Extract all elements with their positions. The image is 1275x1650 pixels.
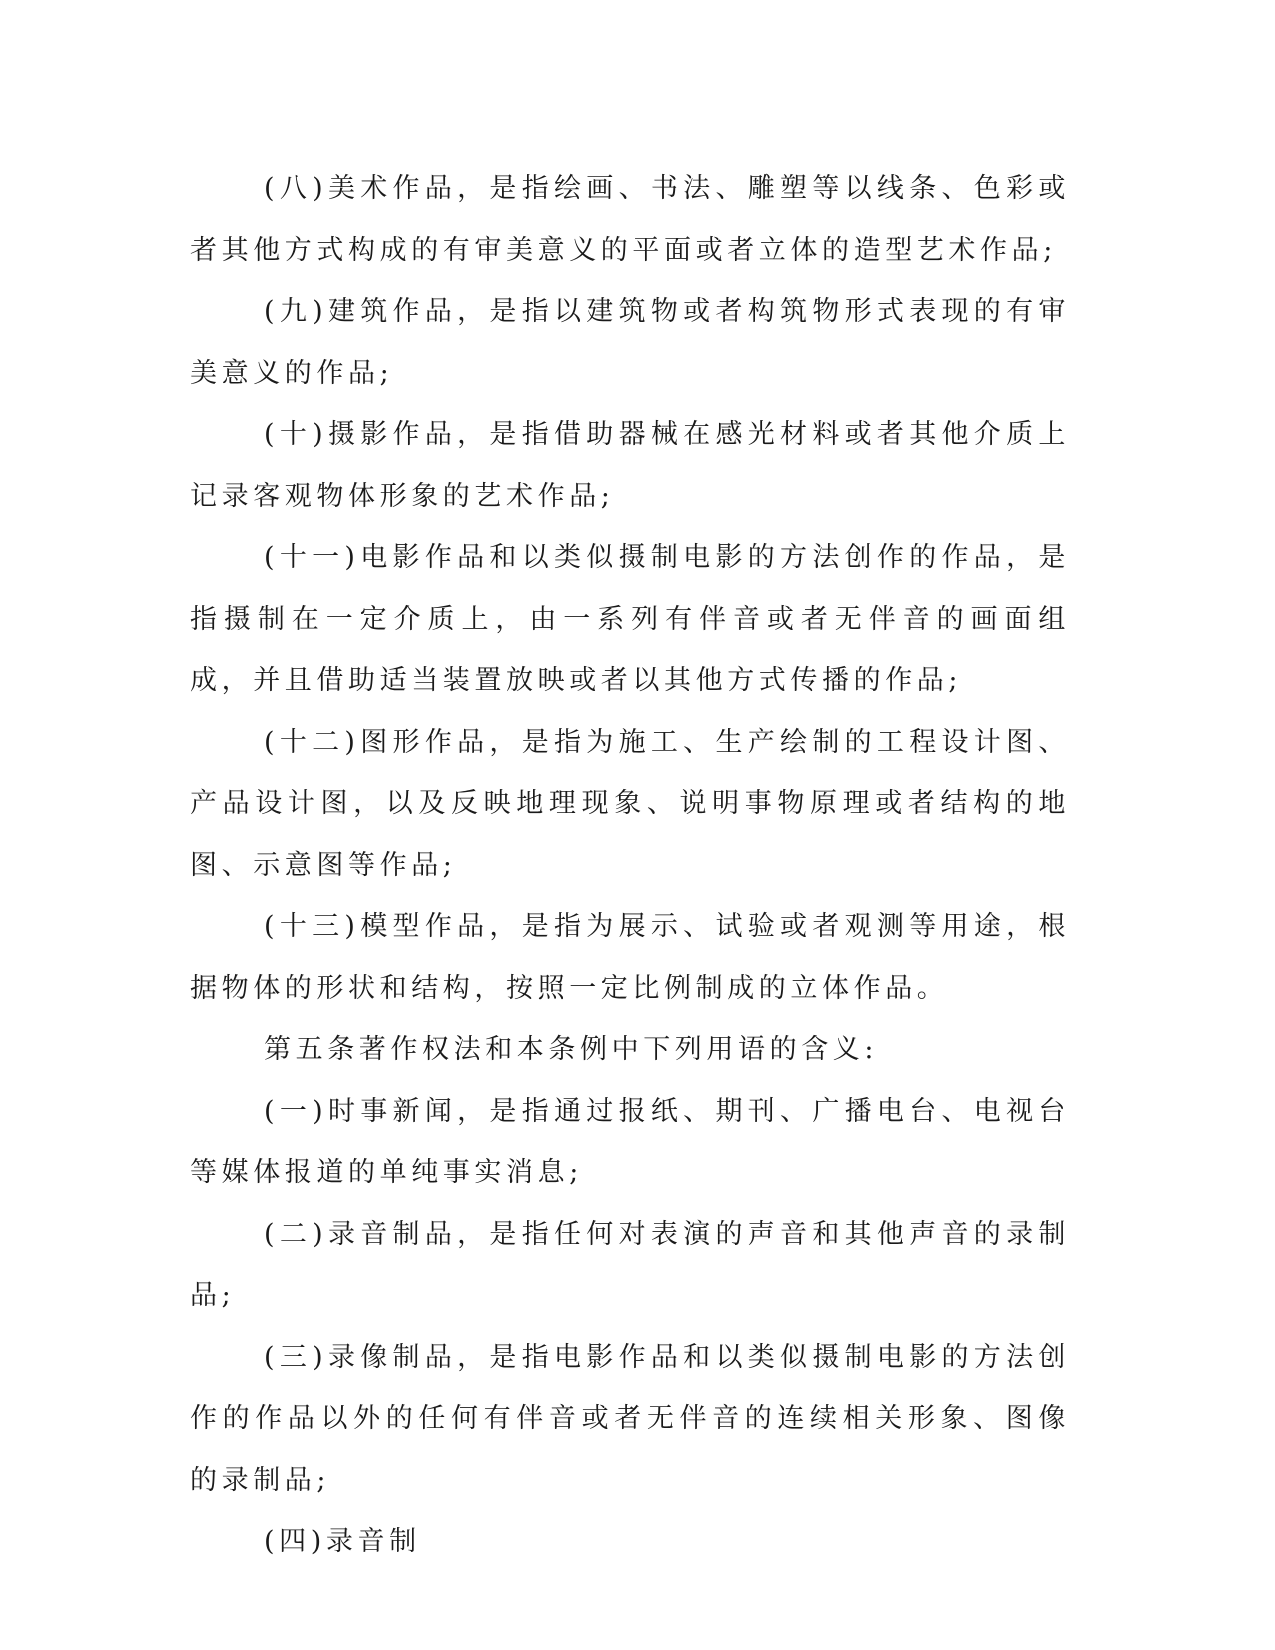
paragraph-art-works: (八)美术作品，是指绘画、书法、雕塑等以线条、色彩或者其他方式构成的有审美意义的平面或者立体的造型艺术作品; bbox=[190, 173, 1070, 266]
paragraph-recording-producer: (四)录音制 bbox=[264, 1526, 421, 1557]
paragraph-video-recordings: (三)录像制品，是指电影作品和以类似摄制电影的方法创作的作品以外的任何有伴音或者无伴音的连续相关形象、图像的录制品; bbox=[190, 1341, 1070, 1496]
paragraph-model-works: (十三)模型作品，是指为展示、试验或者观测等用途，根据物体的形状和结构，按照一定比例制成的立体作品。 bbox=[190, 911, 1070, 1004]
paragraph-graphic-works: (十二)图形作品，是指为施工、生产绘制的工程设计图、产品设计图，以及反映地理现象、说明事物原理或者结构的地图、示意图等作品; bbox=[190, 726, 1070, 881]
paragraph-cinematographic-works: (十一)电影作品和以类似摄制电影的方法创作的作品，是指摄制在一定介质上，由一系列有伴音或者无伴音的画面组成，并且借助适当装置放映或者以其他方式传播的作品; bbox=[190, 542, 1070, 696]
paragraph-photographic-works: (十)摄影作品，是指借助器械在感光材料或者其他介质上记录客观物体形象的艺术作品; bbox=[190, 419, 1070, 512]
paragraph-sound-recordings: (二)录音制品，是指任何对表演的声音和其他声音的录制品; bbox=[190, 1218, 1070, 1311]
paragraph-architecture-works: (九)建筑作品，是指以建筑物或者构筑物形式表现的有审美意义的作品; bbox=[190, 296, 1070, 389]
document-body bbox=[190, 158, 1070, 1573]
paragraph-news: (一)时事新闻，是指通过报纸、期刊、广播电台、电视台等媒体报道的单纯事实消息; bbox=[190, 1095, 1070, 1188]
paragraph-article-five: 第五条著作权法和本条例中下列用语的含义: bbox=[264, 1034, 879, 1065]
